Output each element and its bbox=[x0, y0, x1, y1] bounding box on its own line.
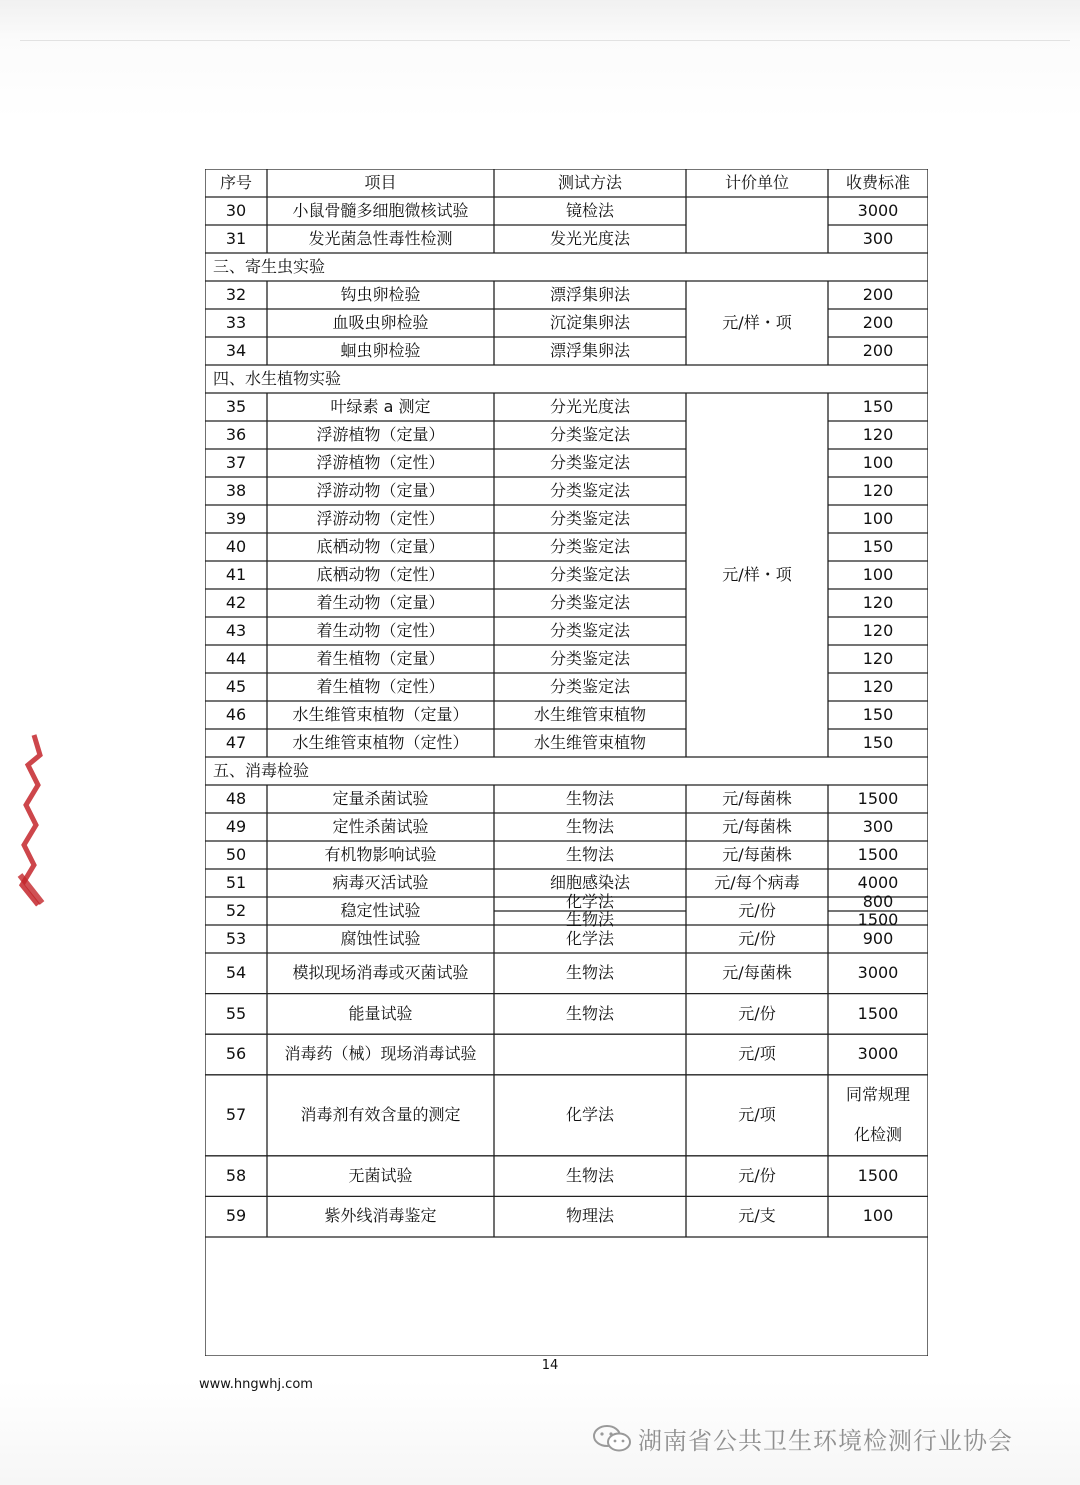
row-number: 49 bbox=[225, 816, 247, 836]
fee-standard: 3000 bbox=[857, 1044, 899, 1064]
item-name: 着生动物（定量） bbox=[316, 592, 445, 612]
fee-standard: 3000 bbox=[857, 963, 899, 983]
item-name: 紫外线消毒鉴定 bbox=[324, 1206, 437, 1226]
test-method: 分类鉴定法 bbox=[549, 592, 630, 612]
item-name: 定性杀菌试验 bbox=[332, 816, 429, 836]
fee-standard: 150 bbox=[862, 704, 894, 724]
fee-standard: 100 bbox=[862, 1206, 894, 1226]
row-number: 43 bbox=[225, 620, 247, 640]
fee-standard: 120 bbox=[862, 648, 894, 668]
row-number: 57 bbox=[225, 1105, 247, 1125]
fee-standard: 150 bbox=[862, 536, 894, 556]
test-method: 生物法 bbox=[565, 844, 614, 864]
scan-artifact-line bbox=[20, 40, 1070, 41]
pricing-unit: 元/样・项 bbox=[722, 564, 792, 584]
item-name: 浮游动物（定性） bbox=[316, 508, 445, 528]
pricing-unit: 元/项 bbox=[738, 1044, 776, 1064]
pricing-unit: 元/份 bbox=[738, 1003, 776, 1023]
pricing-unit: 元/样・项 bbox=[722, 312, 792, 332]
pricing-unit bbox=[686, 197, 828, 253]
test-method: 分类鉴定法 bbox=[549, 480, 630, 500]
row-number: 53 bbox=[225, 928, 247, 948]
test-method: 分类鉴定法 bbox=[549, 424, 630, 444]
row-number: 46 bbox=[225, 704, 247, 724]
row-number: 36 bbox=[225, 424, 247, 444]
fee-standard: 1500 bbox=[857, 1003, 899, 1023]
row-number: 33 bbox=[225, 312, 247, 332]
row-number: 37 bbox=[225, 452, 247, 472]
row-number: 54 bbox=[225, 963, 247, 983]
header-cell: 测试方法 bbox=[557, 172, 622, 192]
row-number: 31 bbox=[225, 228, 247, 248]
item-name: 底栖动物（定量） bbox=[316, 536, 445, 556]
fee-standard: 120 bbox=[862, 676, 894, 696]
item-name: 模拟现场消毒或灭菌试验 bbox=[292, 963, 469, 983]
item-name: 着生植物（定性） bbox=[316, 676, 445, 696]
row-number: 56 bbox=[225, 1044, 247, 1064]
item-name: 钩虫卵检验 bbox=[340, 284, 421, 304]
test-method: 水生维管束植物 bbox=[533, 732, 646, 752]
pricing-unit: 元/份 bbox=[738, 928, 776, 948]
fee-standard: 120 bbox=[862, 620, 894, 640]
fee-standard: 200 bbox=[862, 340, 894, 360]
pricing-unit: 元/每菌株 bbox=[722, 963, 792, 983]
test-method: 生物法 bbox=[565, 788, 614, 808]
item-name: 病毒灭活试验 bbox=[332, 872, 429, 892]
section-header: 四、水生植物实验 bbox=[213, 368, 342, 388]
row-number: 58 bbox=[225, 1165, 247, 1185]
test-method: 分类鉴定法 bbox=[549, 676, 630, 696]
fee-standard: 100 bbox=[862, 508, 894, 528]
row-number: 40 bbox=[225, 536, 247, 556]
fee-standard: 900 bbox=[862, 928, 894, 948]
test-method: 分光光度法 bbox=[549, 396, 630, 416]
row-number: 35 bbox=[225, 396, 247, 416]
fee-standard: 4000 bbox=[857, 872, 899, 892]
item-name: 底栖动物（定性） bbox=[316, 564, 445, 584]
row-number: 51 bbox=[225, 872, 247, 892]
item-name: 消毒剂有效含量的测定 bbox=[300, 1105, 461, 1125]
test-method: 化学法 生物法 bbox=[565, 891, 614, 929]
fee-standard: 120 bbox=[862, 424, 894, 444]
test-method: 化学法 bbox=[565, 1105, 614, 1125]
item-name: 着生植物（定量） bbox=[316, 648, 445, 668]
row-number: 42 bbox=[225, 592, 247, 612]
row-number: 45 bbox=[225, 676, 247, 696]
fee-standard: 100 bbox=[862, 452, 894, 472]
pricing-unit: 元/每菌株 bbox=[722, 844, 792, 864]
item-name: 无菌试验 bbox=[348, 1165, 413, 1185]
test-method: 水生维管束植物 bbox=[533, 704, 646, 724]
test-method: 分类鉴定法 bbox=[549, 648, 630, 668]
row-number: 41 bbox=[225, 564, 247, 584]
pricing-unit: 元/份 bbox=[738, 900, 776, 920]
watermark bbox=[592, 1421, 1013, 1456]
test-method: 分类鉴定法 bbox=[549, 620, 630, 640]
section-header: 三、寄生虫实验 bbox=[213, 256, 326, 276]
watermark-text: 湖南省公共卫生环境检测行业协会 bbox=[638, 1427, 1013, 1455]
test-method bbox=[494, 1034, 686, 1075]
fee-standard: 300 bbox=[862, 816, 894, 836]
item-name: 有机物影响试验 bbox=[324, 844, 437, 864]
header-cell: 项目 bbox=[364, 172, 397, 192]
red-stamp-fragment bbox=[14, 725, 48, 915]
test-method: 分类鉴定法 bbox=[549, 564, 630, 584]
item-name: 浮游植物（定量） bbox=[316, 424, 445, 444]
fee-standard: 150 bbox=[862, 396, 894, 416]
wechat-icon bbox=[592, 1424, 632, 1454]
item-name: 血吸虫卵检验 bbox=[332, 312, 429, 332]
item-name: 小鼠骨髓多细胞微核试验 bbox=[292, 200, 469, 220]
pricing-unit: 元/每个病毒 bbox=[714, 872, 800, 892]
fee-table bbox=[205, 169, 928, 1356]
row-number: 39 bbox=[225, 508, 247, 528]
row-number: 52 bbox=[225, 900, 247, 920]
item-name: 腐蚀性试验 bbox=[340, 928, 421, 948]
item-name: 着生动物（定性） bbox=[316, 620, 445, 640]
test-method: 发光光度法 bbox=[549, 228, 630, 248]
fee-standard: 200 bbox=[862, 312, 894, 332]
item-name: 叶绿素 a 测定 bbox=[330, 396, 431, 416]
pricing-unit: 元/支 bbox=[738, 1206, 776, 1226]
test-method: 分类鉴定法 bbox=[549, 536, 630, 556]
test-method: 镜检法 bbox=[565, 200, 614, 220]
footer-url: www.hngwhj.com bbox=[199, 1377, 313, 1392]
item-name: 稳定性试验 bbox=[340, 900, 421, 920]
row-number: 48 bbox=[225, 788, 247, 808]
row-number: 47 bbox=[225, 732, 247, 752]
fee-standard: 1500 bbox=[857, 1165, 899, 1185]
item-name: 蛔虫卵检验 bbox=[340, 340, 421, 360]
test-method: 漂浮集卵法 bbox=[549, 340, 630, 360]
item-name: 水生维管束植物（定性） bbox=[292, 732, 469, 752]
fee-standard: 150 bbox=[862, 732, 894, 752]
test-method: 沉淀集卵法 bbox=[549, 312, 630, 332]
test-method: 分类鉴定法 bbox=[549, 452, 630, 472]
row-number: 38 bbox=[225, 480, 247, 500]
header-cell: 序号 bbox=[219, 172, 252, 192]
fee-standard: 3000 bbox=[857, 200, 899, 220]
pricing-unit: 元/项 bbox=[738, 1105, 776, 1125]
fee-standard: 200 bbox=[862, 284, 894, 304]
fee-standard: 120 bbox=[862, 480, 894, 500]
row-number: 55 bbox=[225, 1003, 247, 1023]
row-number: 34 bbox=[225, 340, 247, 360]
item-name: 水生维管束植物（定量） bbox=[292, 704, 469, 724]
test-method: 漂浮集卵法 bbox=[549, 284, 630, 304]
row-number: 32 bbox=[225, 284, 247, 304]
test-method: 生物法 bbox=[565, 1165, 614, 1185]
header-cell: 收费标准 bbox=[845, 172, 910, 192]
item-name: 消毒药（械）现场消毒试验 bbox=[284, 1044, 477, 1064]
fee-standard: 100 bbox=[862, 564, 894, 584]
row-number: 30 bbox=[225, 200, 247, 220]
row-number: 59 bbox=[225, 1206, 247, 1226]
pricing-unit: 元/每菌株 bbox=[722, 816, 792, 836]
item-name: 浮游植物（定性） bbox=[316, 452, 445, 472]
row-number: 50 bbox=[225, 844, 247, 864]
fee-standard: 同常规理 化检测 bbox=[845, 1084, 910, 1145]
fee-standard: 120 bbox=[862, 592, 894, 612]
row-number: 44 bbox=[225, 648, 247, 668]
fee-standard: 1500 bbox=[857, 788, 899, 808]
test-method: 生物法 bbox=[565, 963, 614, 983]
header-cell: 计价单位 bbox=[724, 172, 789, 192]
test-method: 分类鉴定法 bbox=[549, 508, 630, 528]
pricing-unit: 元/每菌株 bbox=[722, 788, 792, 808]
test-method: 生物法 bbox=[565, 816, 614, 836]
fee-standard: 1500 bbox=[857, 844, 899, 864]
fee-standard: 800 1500 bbox=[857, 891, 899, 929]
fee-standard: 300 bbox=[862, 228, 894, 248]
section-header: 五、消毒检验 bbox=[213, 760, 310, 780]
test-method: 生物法 bbox=[565, 1003, 614, 1023]
item-name: 发光菌急性毒性检测 bbox=[308, 228, 453, 248]
test-method: 化学法 bbox=[565, 928, 614, 948]
test-method: 物理法 bbox=[565, 1206, 614, 1226]
page-number: 14 bbox=[541, 1358, 559, 1373]
item-name: 定量杀菌试验 bbox=[332, 788, 429, 808]
test-method: 细胞感染法 bbox=[549, 872, 630, 892]
item-name: 浮游动物（定量） bbox=[316, 480, 445, 500]
pricing-unit: 元/份 bbox=[738, 1165, 776, 1185]
item-name: 能量试验 bbox=[348, 1003, 413, 1023]
